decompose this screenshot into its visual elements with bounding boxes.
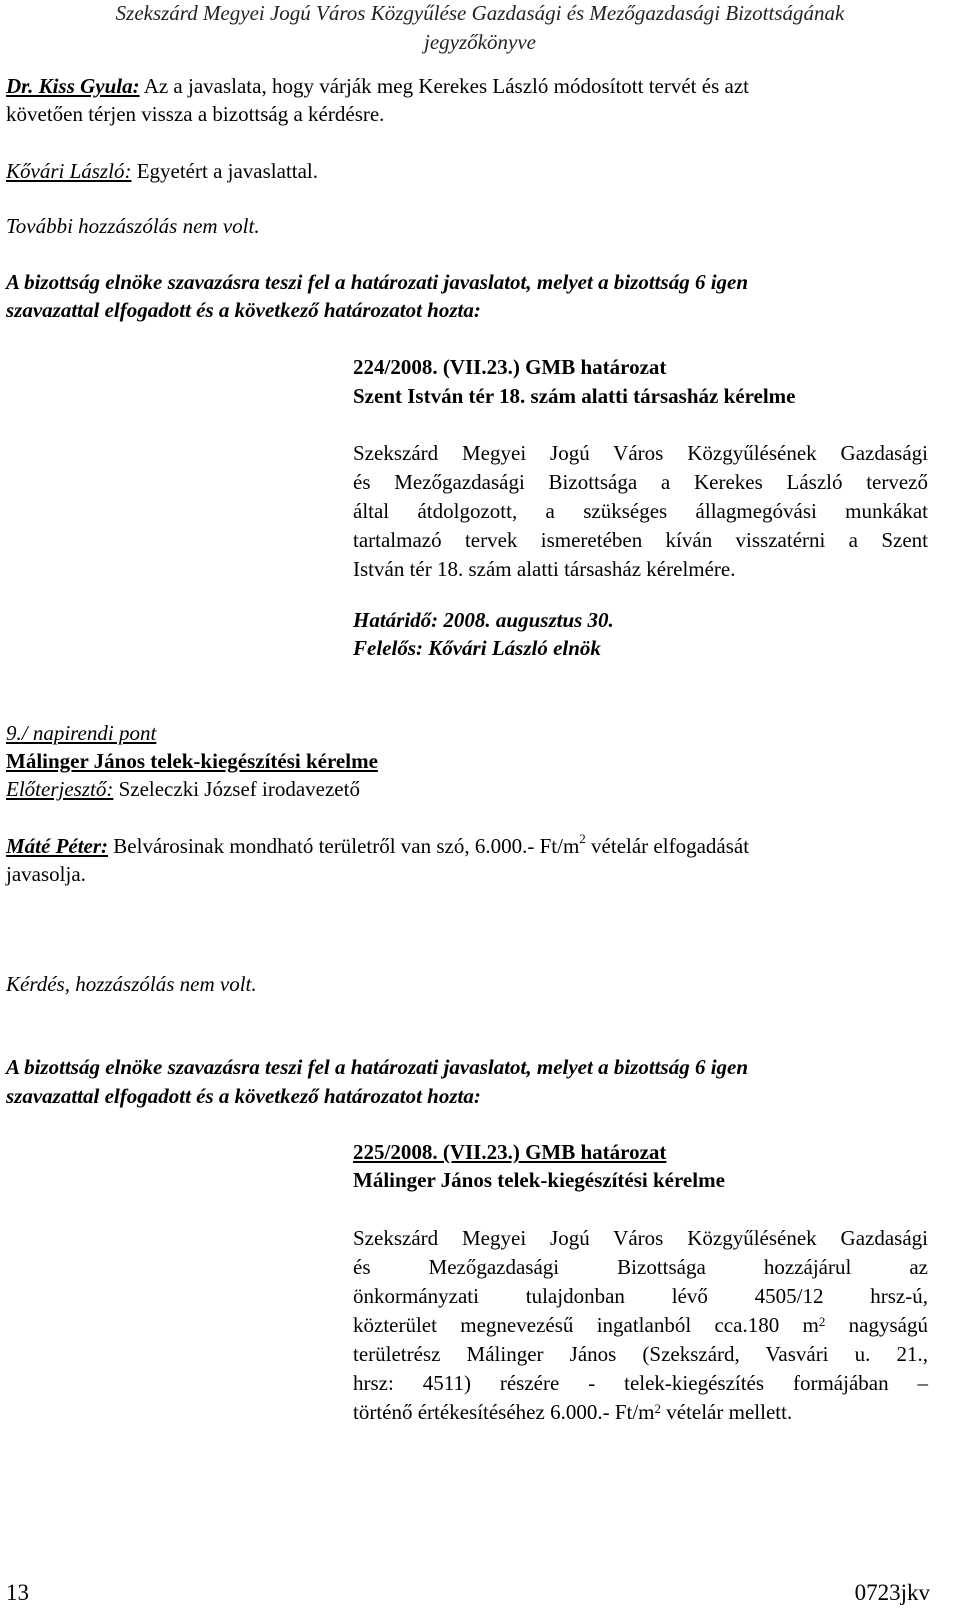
- resolution-224-deadline: Határidő: 2008. augusztus 30.: [353, 608, 614, 632]
- paragraph-mate-line-1: Máté Péter: Belvárosinak mondható területről van szó, 6.000.- $Ft/m^2$ vételár elfogadását: [6, 831, 750, 858]
- resolution-224-subject: Szent István tér 18. szám alatti társasház kérelme: [353, 384, 796, 408]
- vote-statement-2-line-1: A bizottság elnöke szavazásra teszi fel a határozati javaslatot, melyet a bizottság 6 igen: [6, 1055, 749, 1079]
- header-line-1: Szekszárd Megyei Jogú Város Közgyűlése Gazdasági és Mezőgazdasági Bizottságának: [115, 1, 845, 25]
- resolution-225-number: 225/2008. (VII.23.) GMB határozat: [353, 1140, 667, 1164]
- no-questions: Kérdés, hozzászólás nem volt.: [6, 972, 257, 996]
- header-line-2: jegyzőkönyve: [424, 30, 536, 54]
- resolution-225-subject: Málinger János telek-kiegészítési kérelme: [353, 1168, 725, 1192]
- paragraph-kiss-line-1: Dr. Kiss Gyula: Az a javaslata, hogy várják meg Kerekes László módosított tervét és azt: [6, 74, 749, 98]
- speaker-name: Dr. Kiss Gyula:: [6, 74, 140, 98]
- resolution-224-responsible: Felelős: Kővári László elnök: [353, 636, 601, 660]
- presenter-label: Előterjesztő:: [6, 777, 114, 801]
- vote-statement-2-line-2: szavazattal elfogadott és a következő határozatot hozta:: [6, 1084, 481, 1108]
- document-code: 0723jkv: [854, 1580, 930, 1605]
- paragraph-kiss-line-2: követően térjen vissza a bizottság a kérdésre.: [6, 102, 385, 126]
- vote-statement-1-line-2: szavazattal elfogadott és a következő határozatot hozta:: [6, 298, 481, 322]
- resolution-224-body: Szekszárd Megyei Jogú Város Közgyűlésének Gazdasági és Mezőgazdasági Bizottsága a Kerekes László tervező által átdolgozott, a szükséges állagmegóvási munkákat tartalmazó tervek ismeretében kíván visszatérni a Szent István tér 18. szám alatti társasház kérelmére.: [353, 441, 928, 581]
- page-number: 13: [6, 1580, 29, 1605]
- speaker-name: Kővári László:: [6, 159, 132, 183]
- vote-statement-1-line-1: A bizottság elnöke szavazásra teszi fel a határozati javaslatot, melyet a bizottság 6 igen: [6, 270, 749, 294]
- paragraph-kovari: Kővári László: Egyetért a javaslattal.: [6, 159, 319, 183]
- speaker-name: Máté Péter:: [6, 834, 109, 858]
- no-further-comments: További hozzászólás nem volt.: [6, 214, 260, 238]
- agenda-item-title: Málinger János telek-kiegészítési kérelme: [6, 749, 378, 773]
- agenda-item-number: 9./ napirendi pont: [6, 721, 157, 745]
- resolution-224-number: 224/2008. (VII.23.) GMB határozat: [353, 355, 667, 379]
- agenda-item-presenter: Előterjesztő: Szeleczki József irodavezető: [6, 777, 360, 801]
- paragraph-mate-line-2: javasolja.: [6, 862, 86, 886]
- resolution-225-body: Szekszárd Megyei Jogú Város Közgyűlésének Gazdasági és Mezőgazdasági Bizottsága hozzájárul az önkormányzati tulajdonban lévő 4505/12 hrsz-ú, közterület megnevezésű ingatlanból cca.180 $m^2$ nagyságú területrész Málinger János (Szekszárd, Vasvári u. 21., hrsz: 4511) részére - telek-kiegészítés formájában – történő értékesítéséhez 6.000.- $Ft/m^2$ vételár mellett.: [353, 1226, 928, 1424]
